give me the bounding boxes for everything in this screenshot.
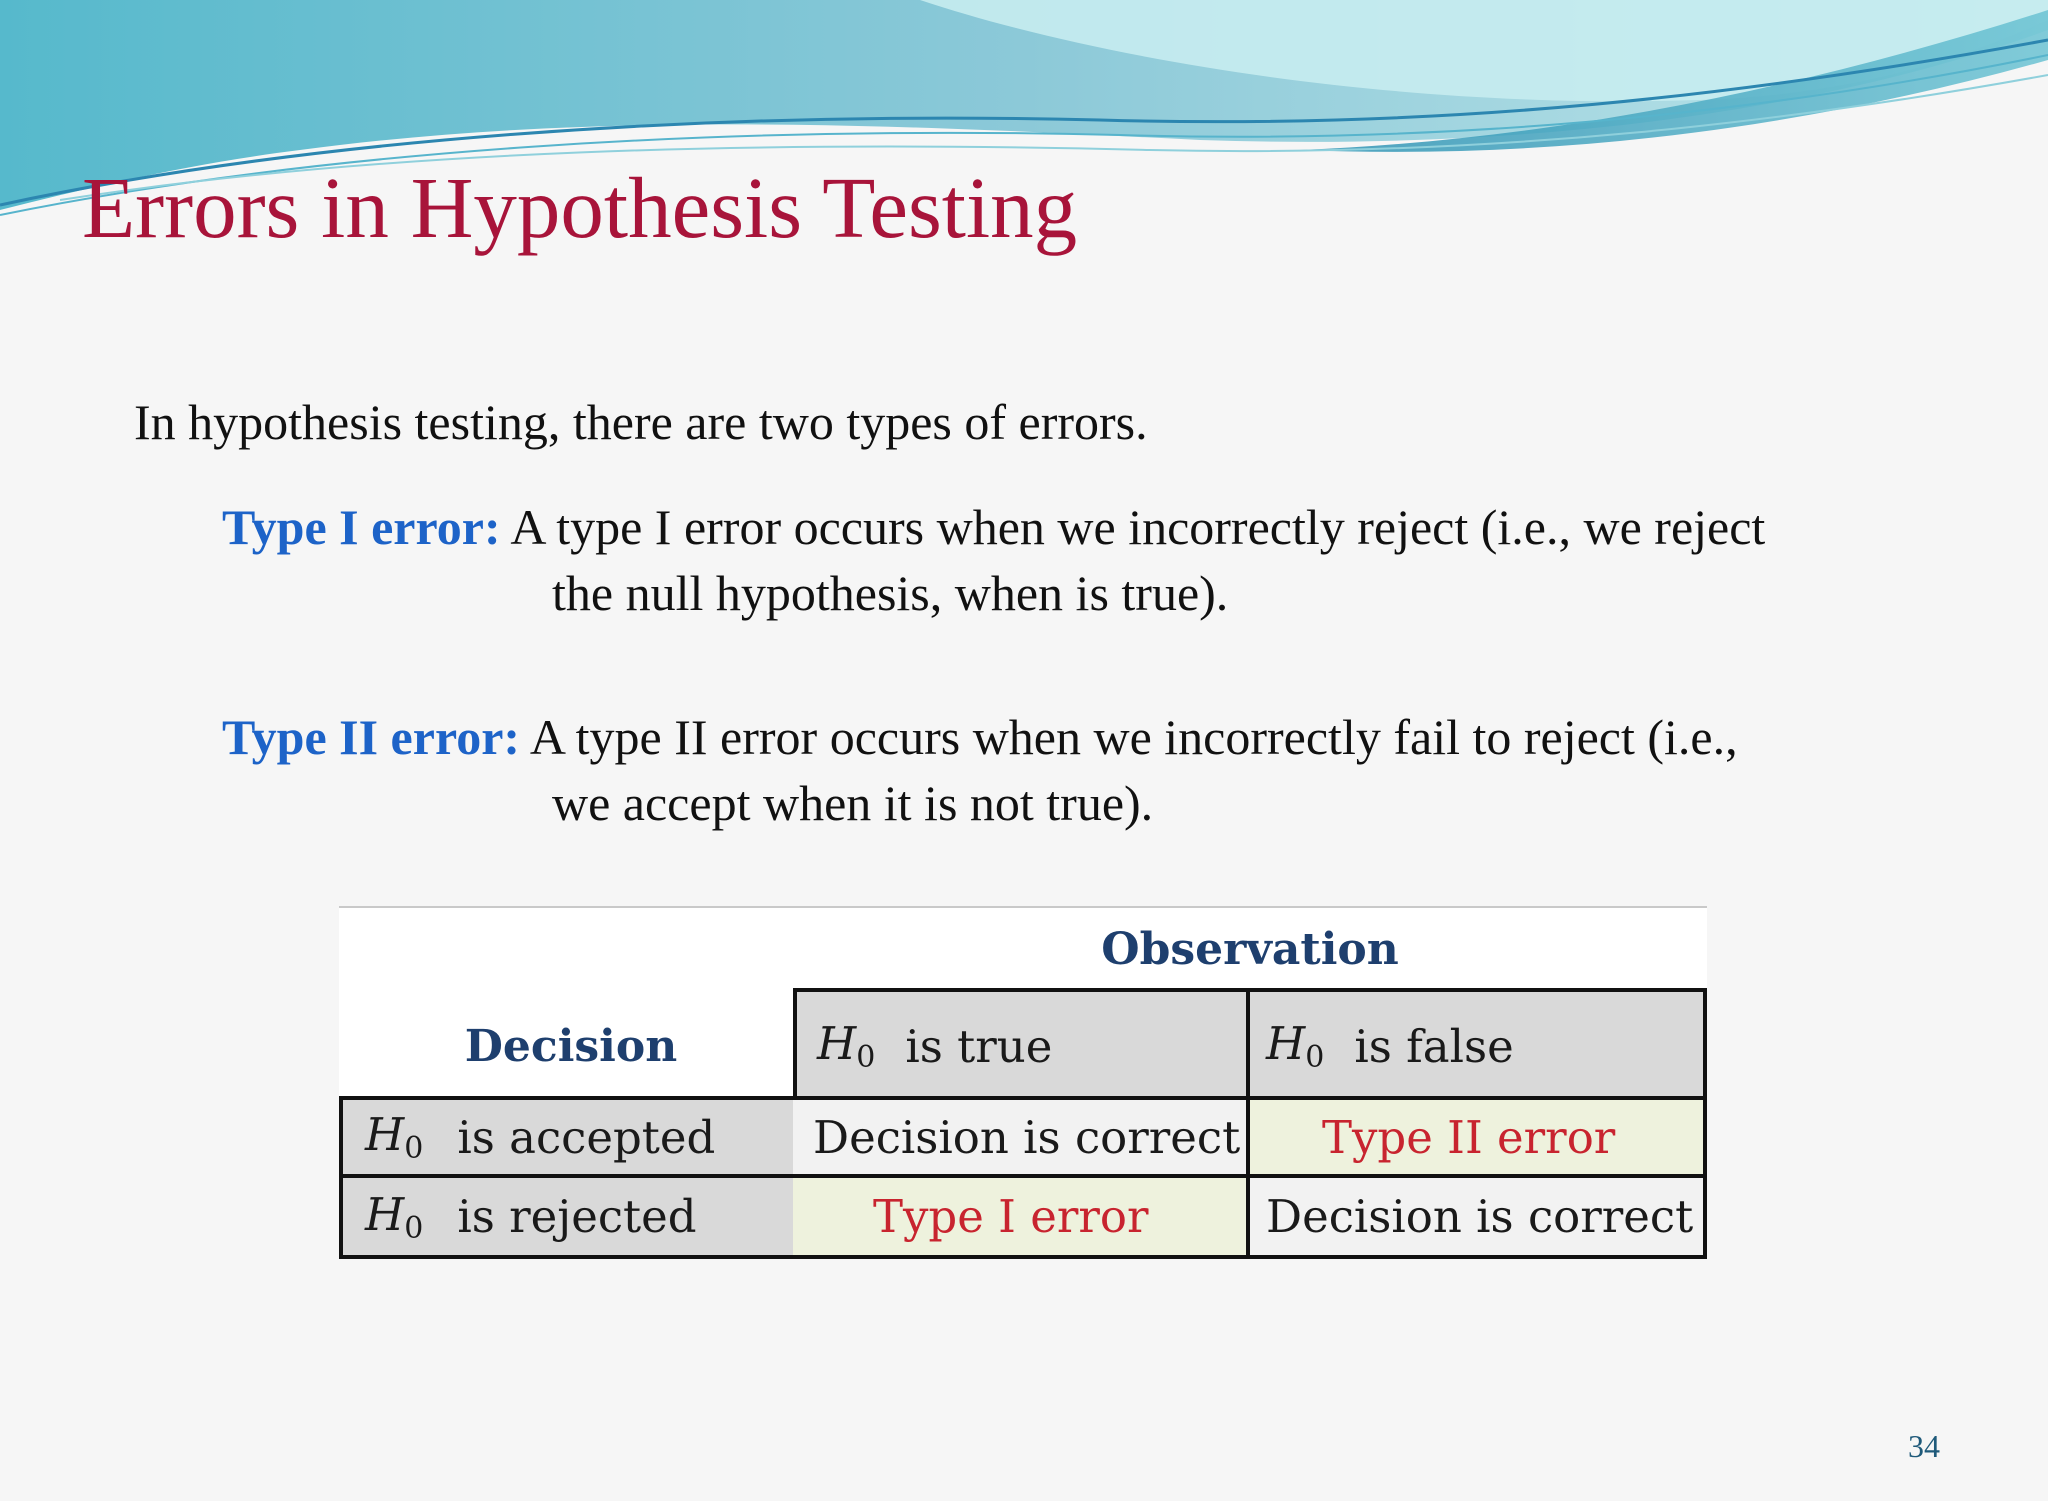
cell-accepted-false: Type II error	[1250, 1096, 1707, 1178]
h0-symbol: $H_0$	[365, 1187, 424, 1246]
slide-title: Errors in Hypothesis Testing	[82, 159, 1078, 256]
row-rejected-label: is rejected	[457, 1190, 697, 1243]
type2-definition-line1	[222, 707, 1738, 767]
cell-rejected-false: Decision is correct	[1250, 1178, 1707, 1259]
column-header-true-label: is true	[905, 1019, 1053, 1073]
column-header-h0-true	[793, 992, 1250, 1100]
error-types-table	[339, 906, 1707, 1259]
cell-rejected-true: Type I error	[793, 1178, 1250, 1259]
type1-text-line1: A type I error occurs when we incorrectly reject (i.e., we reject	[500, 499, 1766, 555]
cell-accepted-true: Decision is correct	[793, 1096, 1250, 1178]
table-top-rule	[339, 906, 1707, 908]
type1-term: Type I error:	[222, 499, 501, 555]
row-accepted-label: is accepted	[457, 1110, 716, 1164]
h0-symbol: $H_0$	[817, 1017, 876, 1075]
h0-symbol: $H_0$	[1266, 1017, 1325, 1075]
column-header-h0-false	[1250, 992, 1707, 1100]
h0-symbol: $H_0$	[365, 1108, 424, 1166]
row-header-h0-rejected	[339, 1178, 797, 1259]
page-number: 34	[1908, 1428, 1940, 1464]
intro-text: In hypothesis testing, there are two types of errors.	[134, 394, 1148, 450]
row-header-h0-accepted	[339, 1096, 797, 1178]
observation-header: Observation	[793, 910, 1707, 992]
type1-definition-line1	[222, 497, 1765, 557]
type2-text-line2: we accept when it is not true).	[552, 775, 1154, 831]
decision-header: Decision	[464, 1020, 678, 1072]
type2-text-line1: A type II error occurs when we incorrectly fail to reject (i.e.,	[520, 709, 1738, 765]
type2-term: Type II error:	[222, 709, 521, 765]
column-header-false-label: is false	[1354, 1019, 1514, 1073]
type1-text-line2: the null hypothesis, when is true).	[552, 565, 1229, 621]
